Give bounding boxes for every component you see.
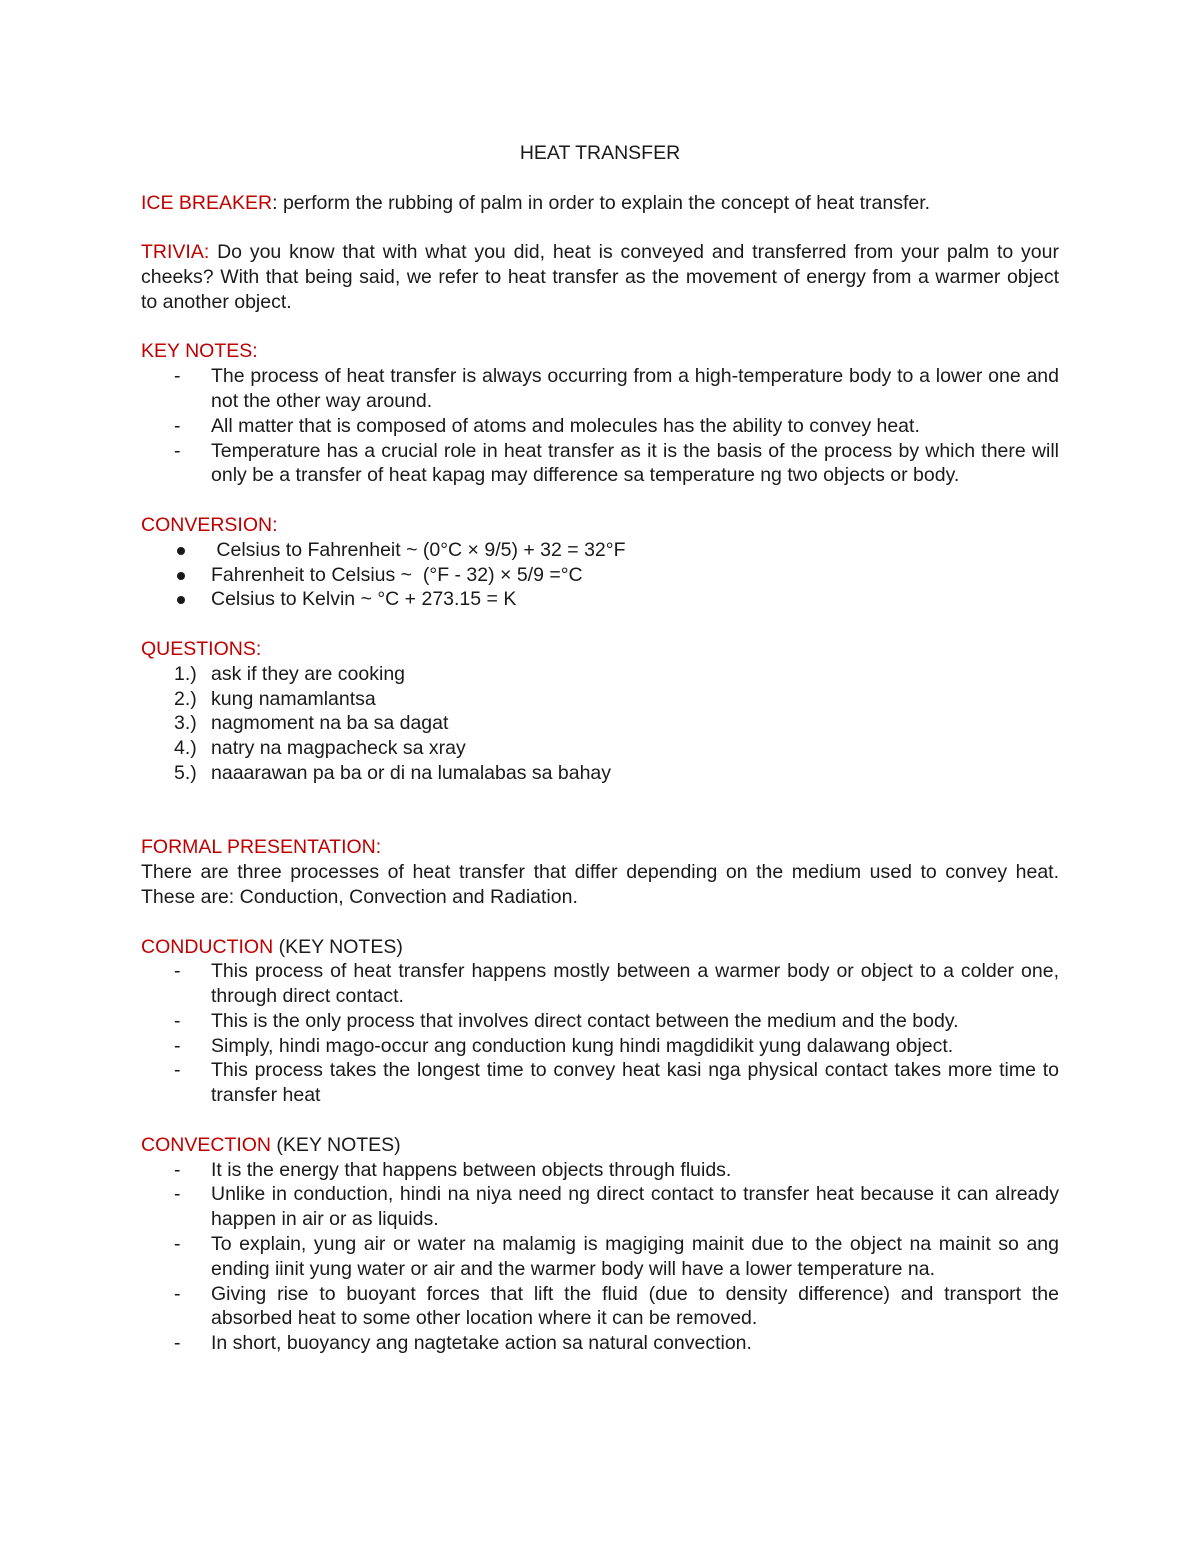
list-item-text: ask if they are cooking — [211, 662, 406, 685]
dash-marker: - — [174, 414, 181, 437]
list-item-text: This process of heat transfer happens mostly between a warmer body or object to a colder one, through direct contact. — [211, 960, 1059, 1008]
list-item-text: Fahrenheit to Celsius ~ (°F - 32) × 5/9 =°C — [211, 563, 583, 586]
list-item-text: The process of heat transfer is always occurring from a high-temperature body to a lower one and not the other way around. — [211, 365, 1059, 412]
list-item — [141, 1282, 1059, 1332]
list-item-text: This process takes the longest time to convey heat kasi nga physical contact takes more time to transfer heat — [211, 1059, 1059, 1107]
list-item — [141, 1058, 1059, 1108]
formal-presentation-heading: FORMAL PRESENTATION: — [141, 836, 382, 859]
convection-suffix: (KEY NOTES) — [271, 1133, 401, 1156]
convection-heading — [141, 1133, 1059, 1158]
list-item — [141, 563, 1059, 588]
list-item — [141, 439, 1059, 489]
dash-marker: - — [174, 960, 181, 983]
list-number: 2.) — [174, 687, 197, 710]
list-item-text: naaarawan pa ba or di na lumalabas sa bahay — [211, 761, 612, 784]
list-item — [141, 364, 1059, 414]
conduction-list — [141, 959, 1059, 1108]
page-title: HEAT TRANSFER — [519, 142, 681, 164]
dash-marker: - — [174, 1183, 181, 1206]
questions-heading: QUESTIONS: — [141, 637, 262, 660]
list-number: 3.) — [174, 712, 197, 735]
list-item — [141, 687, 1059, 712]
list-item-text: To explain, yung air or water na malamig is magiging mainit due to the object na mainit so ang ending iinit yung water or air and the warmer body will have a lower temperature na. — [211, 1233, 1059, 1280]
list-item — [141, 538, 1059, 563]
formal-presentation-text: There are three processes of heat transfer that differ depending on the medium used to convey heat. These are: Conduction, Convection and Radiation. — [141, 861, 1059, 908]
key-notes-list — [141, 364, 1059, 488]
list-number: 5.) — [174, 761, 197, 784]
list-item — [141, 736, 1059, 761]
list-item-text: Celsius to Fahrenheit ~ (0°C × 9/5) + 32 = 32°F — [211, 538, 626, 561]
ice-breaker-text: : perform the rubbing of palm in order to explain the concept of heat transfer. — [272, 191, 931, 214]
questions-list — [141, 662, 1059, 786]
dash-marker: - — [174, 1059, 181, 1082]
list-item-text: Celsius to Kelvin ~ °C + 273.15 = K — [211, 588, 517, 611]
dash-marker: - — [174, 1009, 181, 1032]
document-page — [141, 141, 1059, 1356]
trivia-label: TRIVIA: — [141, 241, 210, 264]
dash-marker: - — [174, 1282, 181, 1305]
dash-marker: - — [174, 439, 181, 462]
list-item — [141, 414, 1059, 439]
list-item-text: It is the energy that happens between objects through fluids. — [211, 1158, 732, 1181]
key-notes-heading: KEY NOTES: — [141, 340, 258, 363]
ice-breaker-label: ICE BREAKER — [141, 191, 273, 214]
convection-list — [141, 1158, 1059, 1356]
list-number: 4.) — [174, 737, 197, 760]
list-item-text: All matter that is composed of atoms and molecules has the ability to convey heat. — [211, 414, 920, 437]
list-item-text: natry na magpacheck sa xray — [211, 737, 466, 760]
list-item — [141, 959, 1059, 1009]
trivia-paragraph — [141, 240, 1059, 314]
list-item-text: In short, buoyancy ang nagtetake action sa natural convection. — [211, 1332, 752, 1355]
dash-marker: - — [174, 1034, 181, 1057]
convection-label: CONVECTION — [141, 1133, 272, 1156]
list-item — [141, 1009, 1059, 1034]
list-item — [141, 662, 1059, 687]
list-item-text: nagmoment na ba sa dagat — [211, 712, 449, 735]
list-item — [141, 1331, 1059, 1356]
conversion-list — [141, 538, 1059, 612]
list-item — [141, 587, 1059, 612]
list-item-text: Unlike in conduction, hindi na niya need ng direct contact to transfer heat because it can already happen in air or as liquids. — [211, 1183, 1059, 1231]
list-item — [141, 1034, 1059, 1059]
list-item-text: Simply, hindi mago-occur ang conduction kung hindi magdidikit yung dalawang object. — [211, 1034, 954, 1057]
list-item — [141, 1232, 1059, 1282]
list-item-text: kung namamlantsa — [211, 687, 376, 710]
list-item-text: This is the only process that involves direct contact between the medium and the body. — [211, 1009, 959, 1032]
ice-breaker-paragraph — [141, 191, 1059, 216]
dash-marker: - — [174, 365, 181, 388]
conduction-heading — [141, 935, 1059, 960]
list-item — [141, 711, 1059, 736]
list-item-text: Temperature has a crucial role in heat transfer as it is the basis of the process by which there will only be a transfer of heat kapag may difference sa temperature ng two objects or body. — [211, 439, 1059, 487]
conversion-heading: CONVERSION: — [141, 513, 278, 536]
list-number: 1.) — [174, 662, 197, 685]
conduction-label: CONDUCTION — [141, 935, 274, 958]
list-item-text: Giving rise to buoyant forces that lift the fluid (due to density difference) and transport the absorbed heat to some other location where it can be removed. — [211, 1282, 1059, 1330]
trivia-text: Do you know that with what you did, heat is conveyed and transferred from your palm to your cheeks? With that being said, we refer to heat transfer as the movement of energy from a warmer object to another object. — [141, 241, 1059, 313]
list-item — [141, 761, 1059, 786]
bullet-icon — [177, 547, 185, 555]
list-item — [141, 1182, 1059, 1232]
conduction-suffix: (KEY NOTES) — [273, 935, 403, 958]
list-item — [141, 1158, 1059, 1183]
bullet-icon — [177, 572, 185, 580]
dash-marker: - — [174, 1158, 181, 1181]
dash-marker: - — [174, 1233, 181, 1256]
dash-marker: - — [174, 1332, 181, 1355]
bullet-icon — [177, 596, 185, 604]
